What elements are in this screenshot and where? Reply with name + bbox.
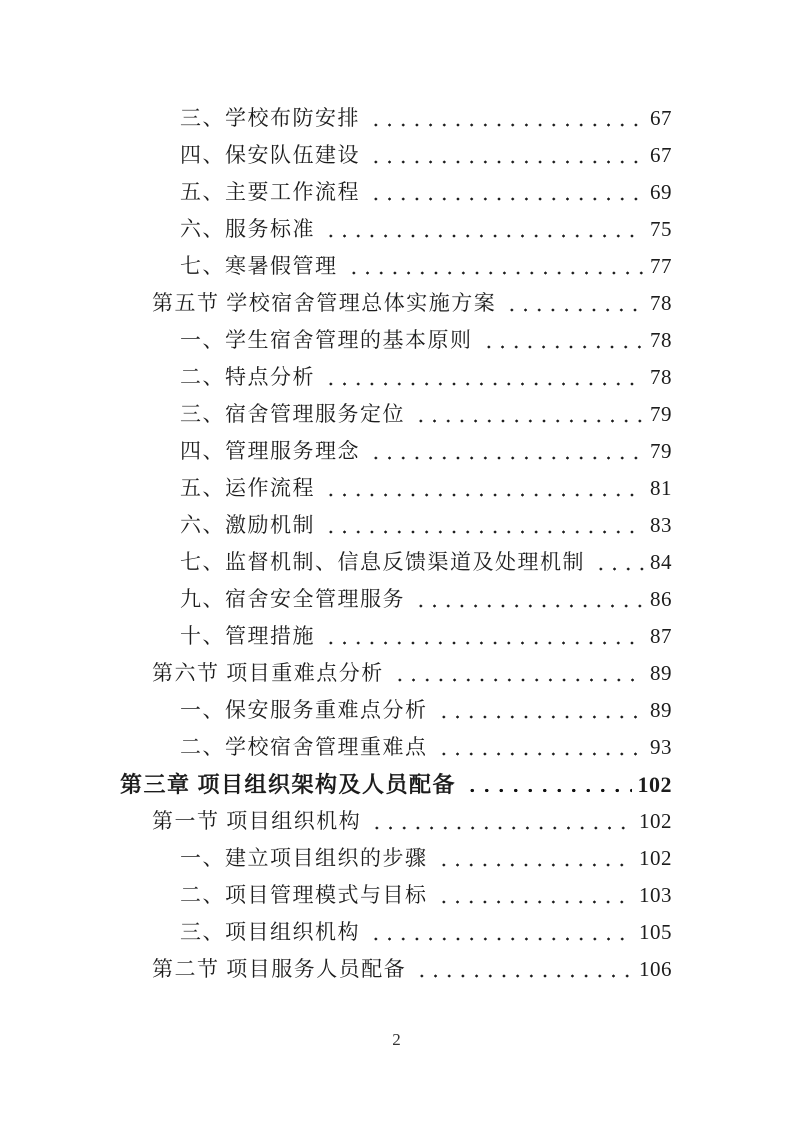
dot-leader-icon: [463, 766, 631, 803]
toc-entry-title: 二、特点分析: [180, 365, 315, 389]
toc-entry-title: 四、保安队伍建设: [180, 143, 360, 167]
toc-entry-page: 87: [650, 624, 672, 648]
toc-entry-page: 93: [650, 735, 672, 759]
dot-leader-icon: [435, 729, 645, 766]
toc-entry-title: 五、运作流程: [180, 476, 315, 500]
dot-leader-icon: [367, 137, 644, 174]
dot-leader-icon: [412, 581, 644, 618]
toc-entry-page: 86: [650, 587, 672, 611]
dot-leader-icon: [345, 248, 645, 285]
dot-leader-icon: [435, 877, 634, 914]
toc-entry-page: 105: [639, 920, 672, 944]
toc-entry-page: 69: [650, 180, 672, 204]
toc-entry-item[interactable]: [120, 322, 672, 359]
dot-leader-icon: [480, 322, 645, 359]
dot-leader-icon: [435, 840, 634, 877]
toc-entry-title: 一、保安服务重难点分析: [180, 698, 428, 722]
toc-entry-title: 七、监督机制、信息反馈渠道及处理机制: [180, 550, 585, 574]
toc-entry-item[interactable]: [120, 470, 672, 507]
toc-entry-item[interactable]: [120, 211, 672, 248]
toc-entry-item[interactable]: [120, 729, 672, 766]
toc-entry-title: 一、学生宿舍管理的基本原则: [180, 328, 473, 352]
toc-entry-title: 三、宿舍管理服务定位: [180, 402, 405, 426]
toc-entry-title: 四、管理服务理念: [180, 439, 360, 463]
toc-entry-title: 第一节 项目组织机构: [152, 809, 362, 833]
toc-entry-item[interactable]: [120, 396, 672, 433]
toc-entry-item[interactable]: [120, 359, 672, 396]
page-number-footer: 2: [392, 1030, 401, 1049]
toc-entry-section[interactable]: [120, 655, 672, 692]
toc-entry-item[interactable]: [120, 840, 672, 877]
dot-leader-icon: [412, 396, 644, 433]
dot-leader-icon: [367, 100, 644, 137]
toc-entry-page: 79: [650, 402, 672, 426]
toc-entry-title: 第二节 项目服务人员配备: [152, 957, 407, 981]
toc-entry-page: 106: [639, 957, 672, 981]
toc-entry-page: 103: [639, 883, 672, 907]
toc-entry-title: 一、建立项目组织的步骤: [180, 846, 428, 870]
toc-entry-item[interactable]: [120, 692, 672, 729]
dot-leader-icon: [322, 507, 644, 544]
toc-entry-page: 67: [650, 143, 672, 167]
toc-entry-title: 五、主要工作流程: [180, 180, 360, 204]
toc-entry-page: 84: [650, 550, 672, 574]
toc-entry-title: 二、学校宿舍管理重难点: [180, 735, 428, 759]
toc-entry-page: 102: [639, 809, 672, 833]
toc-entry-page: 89: [650, 698, 672, 722]
toc-entry-page: 78: [650, 328, 672, 352]
toc-entry-page: 102: [639, 846, 672, 870]
toc-entry-title: 九、宿舍安全管理服务: [180, 587, 405, 611]
toc-entry-chapter[interactable]: [120, 766, 672, 803]
toc-entry-page: 78: [650, 291, 672, 315]
dot-leader-icon: [367, 433, 644, 470]
toc-entry-item[interactable]: [120, 877, 672, 914]
dot-leader-icon: [391, 655, 644, 692]
toc-entry-item[interactable]: [120, 433, 672, 470]
dot-leader-icon: [413, 951, 633, 988]
dot-leader-icon: [503, 285, 644, 322]
toc-entry-page: 102: [637, 772, 672, 797]
toc-entry-page: 78: [650, 365, 672, 389]
toc-entry-title: 第六节 项目重难点分析: [152, 661, 384, 685]
table-of-contents: [120, 100, 672, 988]
dot-leader-icon: [368, 803, 633, 840]
dot-leader-icon: [322, 211, 644, 248]
toc-entry-item[interactable]: [120, 618, 672, 655]
toc-entry-page: 67: [650, 106, 672, 130]
toc-entry-item[interactable]: [120, 581, 672, 618]
toc-entry-title: 七、寒暑假管理: [180, 254, 338, 278]
toc-entry-item[interactable]: [120, 100, 672, 137]
toc-entry-item[interactable]: [120, 174, 672, 211]
dot-leader-icon: [322, 618, 644, 655]
toc-entry-title: 三、学校布防安排: [180, 106, 360, 130]
dot-leader-icon: [367, 914, 633, 951]
toc-entry-page: 89: [650, 661, 672, 685]
toc-entry-item[interactable]: [120, 914, 672, 951]
dot-leader-icon: [592, 544, 644, 581]
toc-entry-title: 六、激励机制: [180, 513, 315, 537]
toc-entry-section[interactable]: [120, 951, 672, 988]
dot-leader-icon: [322, 359, 644, 396]
toc-entry-page: 79: [650, 439, 672, 463]
dot-leader-icon: [435, 692, 645, 729]
toc-entry-item[interactable]: [120, 544, 672, 581]
toc-entry-title: 第五节 学校宿舍管理总体实施方案: [152, 291, 497, 315]
toc-entry-title: 第三章 项目组织架构及人员配备: [120, 772, 457, 797]
toc-entry-title: 十、管理措施: [180, 624, 315, 648]
toc-entry-page: 83: [650, 513, 672, 537]
toc-entry-section[interactable]: [120, 803, 672, 840]
toc-entry-item[interactable]: [120, 137, 672, 174]
toc-entry-page: 75: [650, 217, 672, 241]
toc-entry-page: 81: [650, 476, 672, 500]
toc-entry-page: 77: [650, 254, 672, 278]
dot-leader-icon: [367, 174, 644, 211]
toc-entry-title: 六、服务标准: [180, 217, 315, 241]
toc-entry-item[interactable]: [120, 248, 672, 285]
dot-leader-icon: [322, 470, 644, 507]
toc-entry-title: 二、项目管理模式与目标: [180, 883, 428, 907]
toc-entry-title: 三、项目组织机构: [180, 920, 360, 944]
toc-entry-section[interactable]: [120, 285, 672, 322]
toc-entry-item[interactable]: [120, 507, 672, 544]
